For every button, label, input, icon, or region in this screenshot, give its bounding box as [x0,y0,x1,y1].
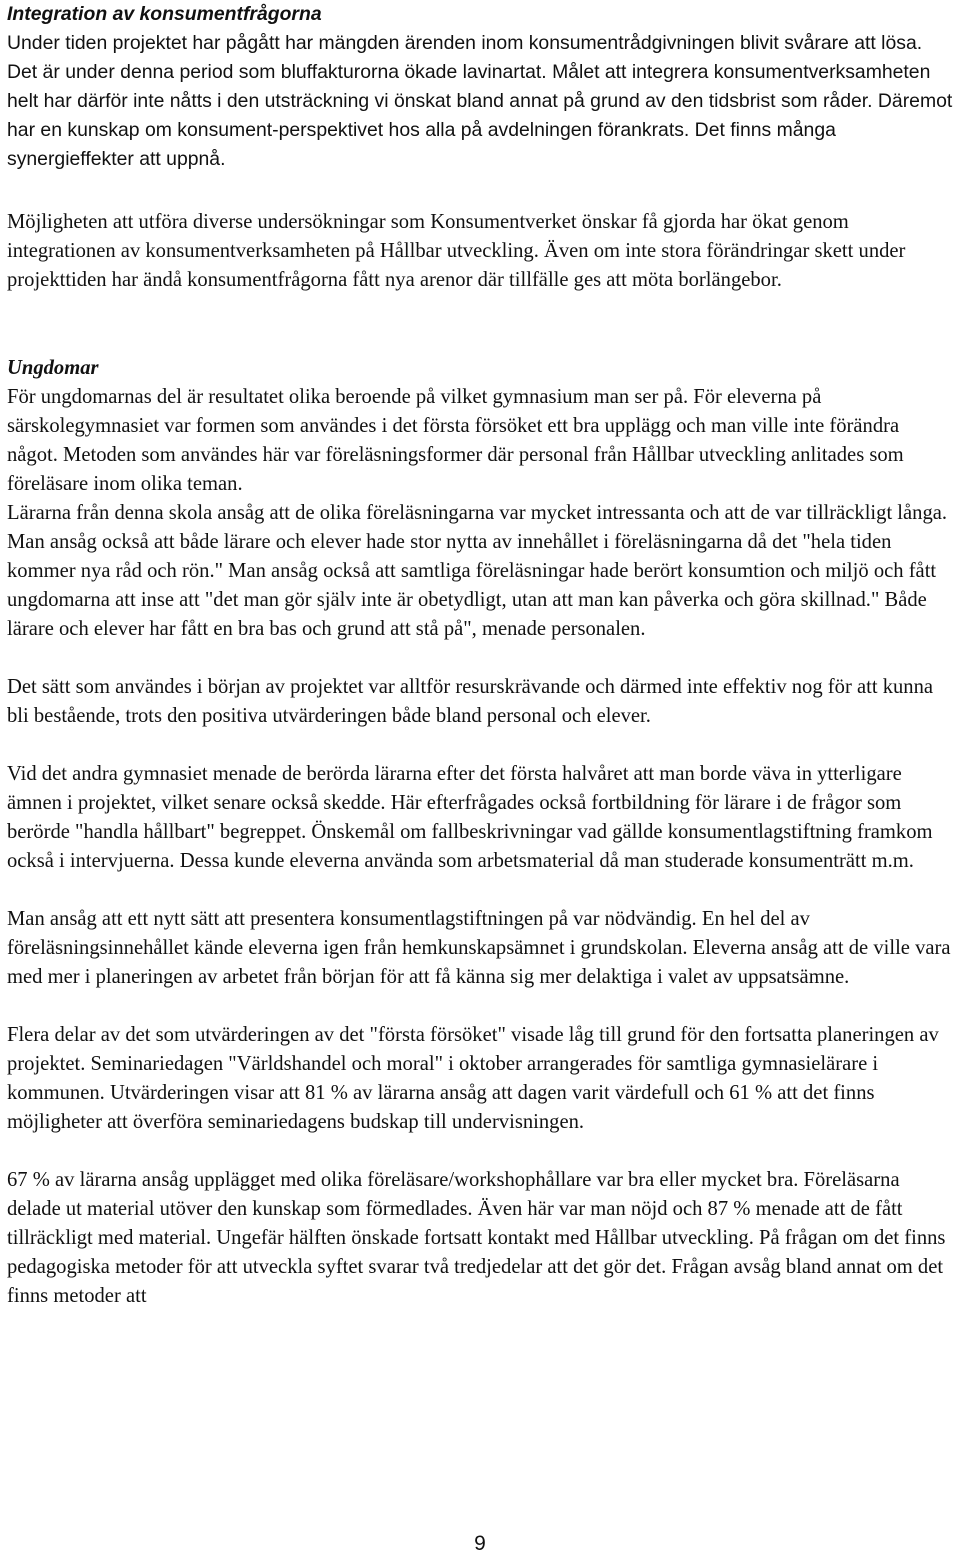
body-paragraph: 67 % av lärarna ansåg upplägget med olika föreläsare/workshophållare var bra eller mycket bra. Föreläsarna delade ut material utöver den kunskap som förmedlades. Även här var man nöjd och 87 % menade att de fått tillräckligt med material. Ungefär hälften önskade fortsatt kontakt med Hållbar utveckling. På frågan om det finns pedagogiska metoder för att utveckla syftet svarar två tredjedelar att det gör det. Frågan avsåg bland annat om det finns metoder att [7,1169,946,1307]
body-paragraph: För ungdomarnas del är resultatet olika beroende på vilket gymnasium man ser på. För eleverna på särskolegymnasiet var formen som användes i det första försöket ett bra upplägg och man ville inte förändra något. Metoden som användes här var föreläsningsformer där personal från Hållbar utveckling anlitades som föreläsare inom olika teman. [7,386,904,495]
section-integration [7,0,953,174]
section-heading: Integration av konsumentfrågorna [7,3,322,25]
section-ungdomar [7,354,953,1311]
section-integration-continued [7,208,953,295]
body-paragraph: Flera delar av det som utvärderingen av det "första försöket" visade låg till grund för den fortsatta planeringen av projektet. Seminariedagen "Världshandel och moral" i oktober arrangerades för samtliga gymnasielärare i kommunen. Utvärderingen visar att 81 % av lärarna ansåg att dagen varit värdefull och 61 % att det finns möjligheter att överföra seminariedagens budskap till undervisningen. [7,1024,939,1133]
body-paragraph: Vid det andra gymnasiet menade de berörda lärarna efter det första halvåret att man borde väva in ytterligare ämnen i projektet, vilket senare också skedde. Här efterfrågades också fortbildning för lärare i de frågor som berörde "handla hållbart" begreppet. Önskemål om fallbeskrivningar vad gällde konsumentlagstiftning framkom också i intervjuerna. Dessa kunde eleverna använda som arbetsmaterial då man studerade konsumenträtt m.m. [7,763,933,872]
body-paragraph: Man ansåg att ett nytt sätt att presentera konsumentlagstiftningen på var nödvändig. En hel del av föreläsningsinnehållet kände eleverna igen från hemkunskapsämnet i grundskolan. Eleverna ansåg att de ville vara med mer i planeringen av arbetet från början för att få känna sig mer delaktiga i valet av uppsatsämne. [7,908,951,988]
body-paragraph: Under tiden projektet har pågått har mängden ärenden inom konsumentrådgivningen blivit svårare att lösa. Det är under denna period som bluffakturorna ökade lavinartat. Målet att integrera konsumentverksamheten helt har därför inte nåtts i den utsträckning vi önskat bland annat på grund av den tidsbrist som råder. Däremot har en kunskap om konsument-perspektivet hos alla på avdelningen förankrats. Det finns många synergieffekter att uppnå. [7,32,953,170]
page-number: 9 [474,1532,486,1555]
body-paragraph: Möjligheten att utföra diverse undersökningar som Konsumentverket önskar få gjorda har ökat genom integrationen av konsumentverksamheten på Hållbar utveckling. Även om inte stora förändringar skett under projekttiden har ändå konsumentfrågorna fått nya arenor där tillfälle ges att möta borlängebor. [7,211,906,291]
section-heading: Ungdomar [7,357,99,379]
body-paragraph: Lärarna från denna skola ansåg att de olika föreläsningarna var mycket intressanta och att de var tillräckligt långa. Man ansåg också att både lärare och elever hade stor nytta av innehållet i föreläsningarna då det "hela tiden kommer nya råd och rön." Man ansåg också att samtliga föreläsningar hade berört konsumtion och miljö och fått ungdomarna att inse att "det man gör själv inte är obetydligt, utan att man kan påverka och göra skillnad." Både lärare och elever har fått en bra bas och grund att stå på", menade personalen. [7,502,948,640]
body-paragraph: Det sätt som användes i början av projektet var alltför resurskrävande och därmed inte effektiv nog för att kunna bli bestående, trots den positiva utvärderingen både bland personal och elever. [7,676,934,727]
